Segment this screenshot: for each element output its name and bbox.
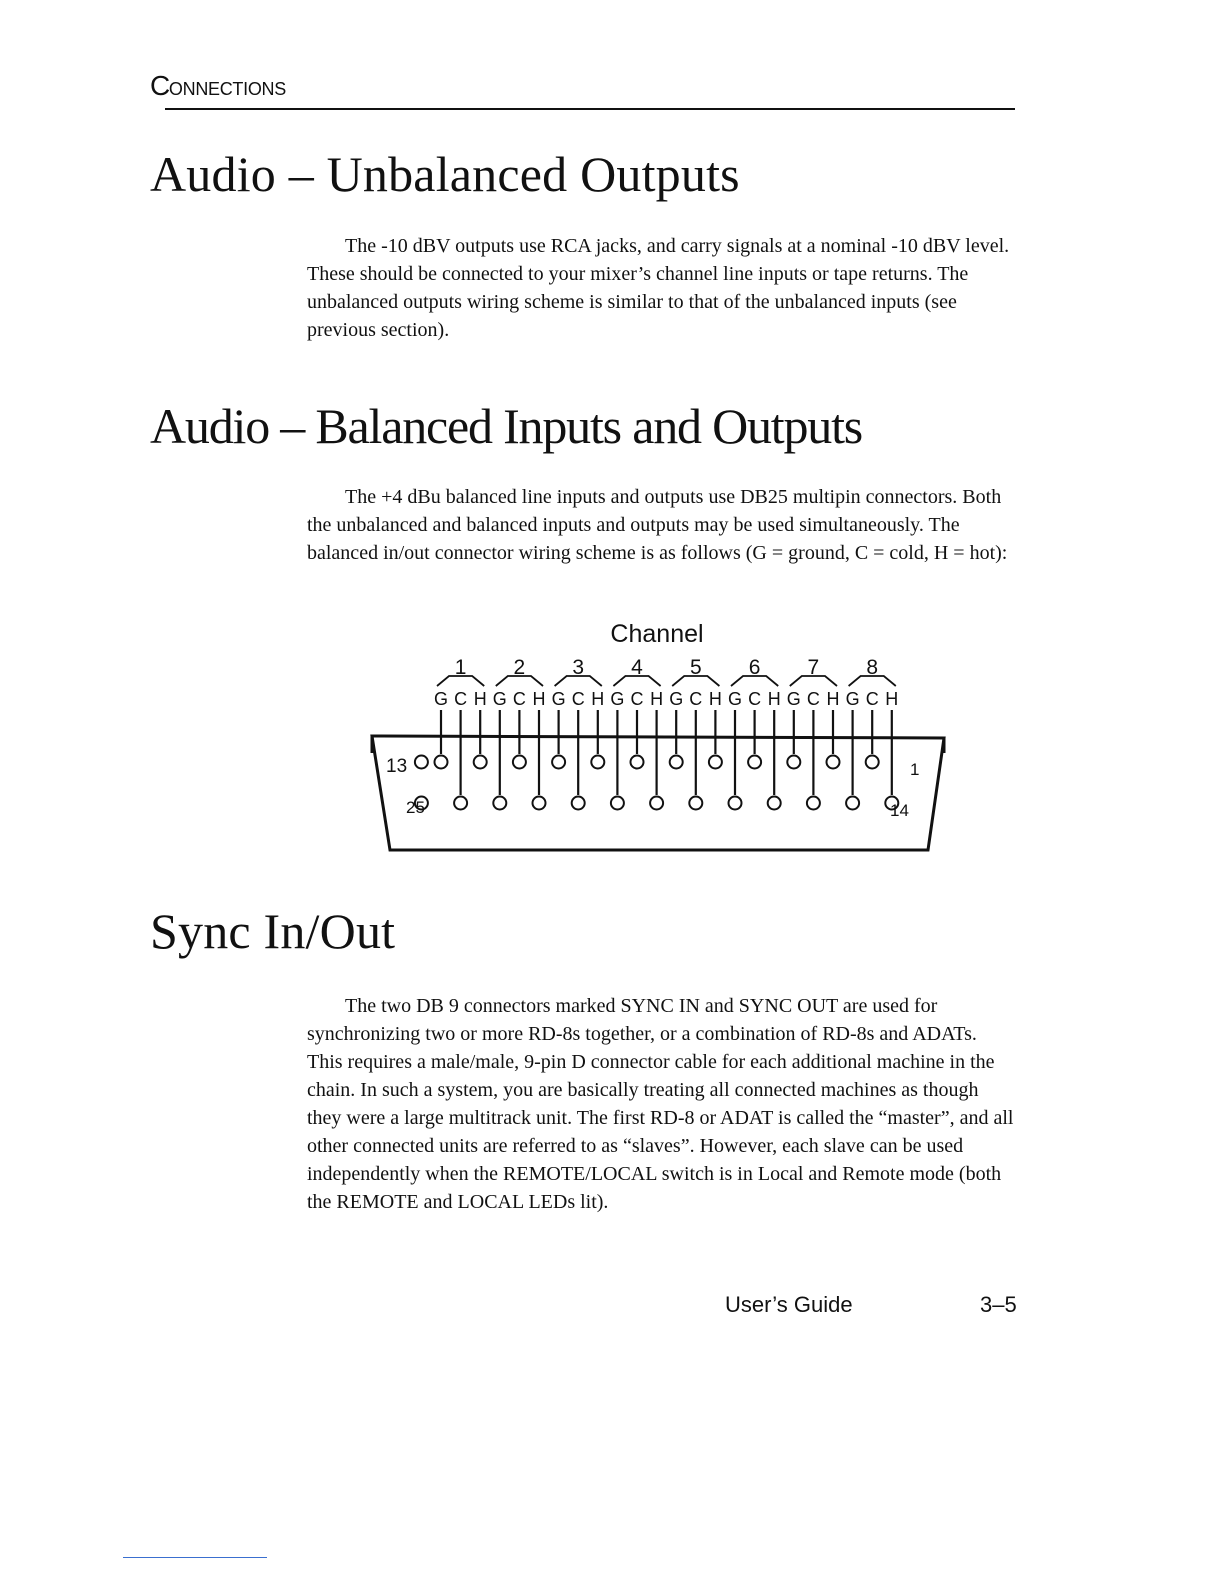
pin-function-label: C: [748, 689, 762, 709]
channel-number: 2: [513, 656, 526, 679]
connector-pin: [768, 797, 781, 810]
connector-pin: [807, 797, 820, 810]
channel-number: 8: [866, 656, 879, 679]
connector-pin: [846, 797, 859, 810]
channel-number: 5: [689, 656, 702, 679]
connector-pin: [454, 797, 467, 810]
pin-label-1: 1: [910, 760, 920, 779]
connector-pin: [572, 797, 585, 810]
heading-sync-in-out: Sync In/Out: [150, 903, 396, 959]
header-rule: [165, 108, 1015, 110]
pin-function-label: C: [512, 689, 526, 709]
pin-function-label: H: [650, 689, 664, 709]
channel-number: 6: [748, 656, 761, 679]
running-header-initial: C: [150, 70, 170, 101]
channel-number: 4: [631, 656, 643, 679]
page-number: 3–5: [980, 1292, 1017, 1317]
connector-pin: [650, 797, 663, 810]
connector-pin: [474, 756, 487, 769]
connector-pin: [670, 756, 683, 769]
pin-label-14: 14: [890, 801, 909, 820]
connector-pin: [435, 756, 448, 769]
connector-pin: [748, 756, 761, 769]
connector-pin: [533, 797, 546, 810]
connector-pin: [415, 756, 428, 769]
connector-pin: [513, 756, 526, 769]
pin-function-label: C: [865, 689, 879, 709]
bottom-margin-line: [123, 1557, 267, 1558]
pin-function-label: G: [786, 689, 801, 709]
pin-function-label: C: [806, 689, 820, 709]
paragraph-sync-in-out: The two DB 9 connectors marked SYNC IN and SYNC OUT are used for synchronizing two or more RD-8s together, or a combination of RD-8s and ADATs. This requires a male/male, 9-pin D connector cable for each additional machine in the chain. In such a system, you are basically treating all connected machines as though they were a large multitrack unit. The first RD-8 or ADAT is called the “master”, and all other connected units are referred to as “slaves”. However, each slave can be used independently when the REMOTE/LOCAL switch is in Local and Remote mode (both the REMOTE and LOCAL LEDs lit).: [307, 995, 1014, 1213]
pin-function-label: C: [571, 689, 585, 709]
heading-unbalanced-outputs: Audio – Unbalanced Outputs: [150, 146, 740, 202]
pin-function-label: G: [492, 689, 507, 709]
pin-label-13: 13: [386, 756, 408, 777]
running-header: [150, 70, 286, 102]
pin-function-label: H: [532, 689, 546, 709]
channel-number: 3: [572, 656, 585, 679]
diagram-caption: Channel: [610, 620, 704, 648]
pin-function-label: G: [433, 689, 449, 709]
connector-pin: [787, 756, 800, 769]
connector-pin: [631, 756, 644, 769]
paragraph-balanced-inputs-outputs: The +4 dBu balanced line inputs and outputs use DB25 multipin connectors. Both the unbalanced and balanced inputs and outputs may be used simultaneously. The balanced in/out connector wiring scheme is as follows (G = ground, C = cold, H = hot):: [307, 486, 1008, 564]
pin-function-label: H: [591, 689, 605, 709]
footer-title: User’s Guide: [725, 1292, 853, 1317]
running-header-text: ONNECTIONS: [168, 79, 286, 99]
connector-pin: [689, 797, 702, 810]
pin-function-label: G: [669, 689, 684, 709]
connector-pin: [493, 797, 506, 810]
pin-function-label: C: [630, 689, 644, 709]
db25-wiring-diagram: [360, 610, 960, 860]
connector-pin: [611, 797, 624, 810]
pin-function-label: H: [826, 689, 840, 709]
channel-number: 1: [454, 656, 467, 679]
connector-pin: [709, 756, 722, 769]
connector-pin: [866, 756, 879, 769]
connector-pin: [591, 756, 604, 769]
db25-connector-outline: [372, 736, 944, 850]
pin-function-label: G: [610, 689, 625, 709]
connector-pin: [552, 756, 565, 769]
pin-function-label: H: [473, 689, 487, 709]
heading-balanced-inputs-outputs: Audio – Balanced Inputs and Outputs: [150, 398, 863, 454]
pin-label-25: 25: [406, 798, 425, 817]
pin-function-label: H: [885, 689, 899, 709]
channel-number: 7: [807, 656, 820, 679]
pin-function-label: H: [767, 689, 781, 709]
connector-pin: [729, 797, 742, 810]
pin-function-label: G: [727, 689, 743, 709]
connector-pin: [827, 756, 840, 769]
pin-function-label: C: [454, 689, 468, 709]
pin-function-label: G: [845, 689, 860, 709]
pin-function-label: H: [708, 689, 722, 709]
pin-function-label: C: [689, 689, 703, 709]
paragraph-unbalanced-outputs: The -10 dBV outputs use RCA jacks, and carry signals at a nominal -10 dBV level. These should be connected to your mixer’s channel line inputs or tape returns. The unbalanced outputs wiring scheme is similar to that of the unbalanced inputs (see previous section).: [307, 235, 1010, 341]
pin-function-label: G: [551, 689, 566, 709]
